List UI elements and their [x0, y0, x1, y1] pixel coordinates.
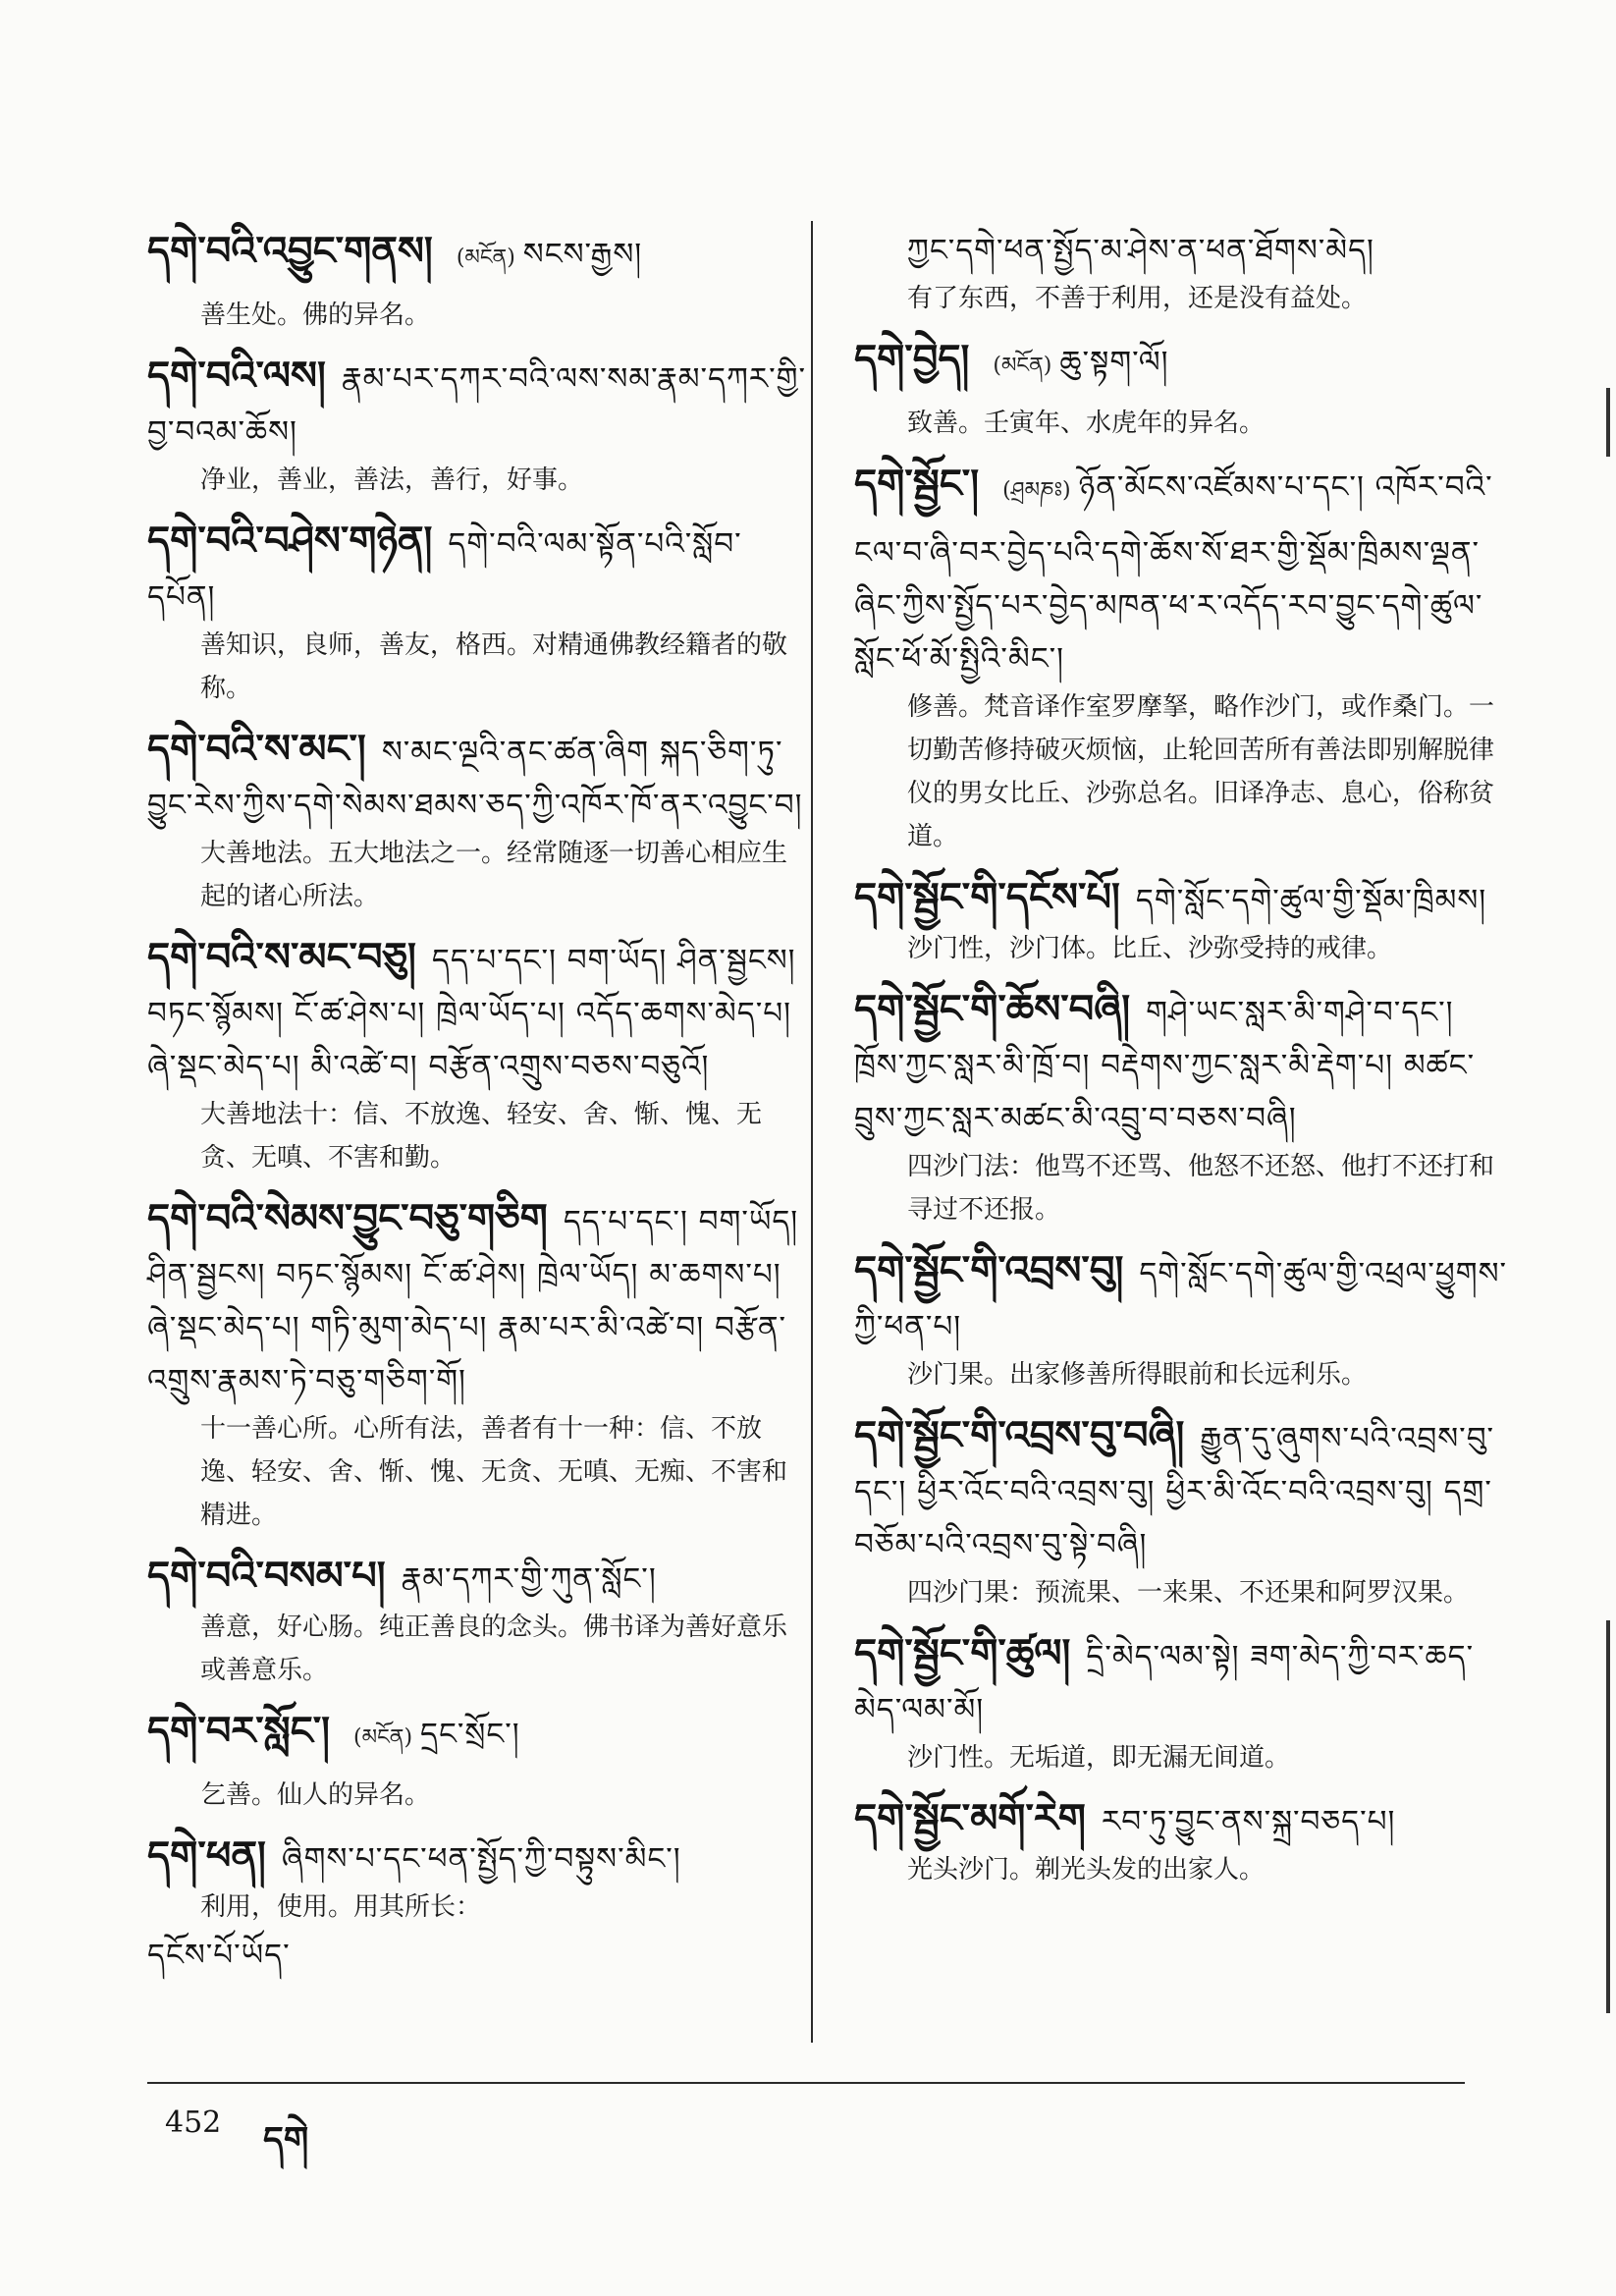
entry-tibetan-definition: རྣམ་དཀར་གྱི་ཀུན་སློང་། — [401, 1561, 657, 1597]
dictionary-entry — [147, 349, 807, 502]
dictionary-entry — [854, 1243, 1514, 1396]
entry-chinese-definition: 大善地法。五大地法之一。经常随逐一切善心相应生起的诸心所法。 — [200, 839, 788, 911]
entry-tibetan-definition: སངས་རྒྱས། — [522, 237, 643, 272]
dictionary-entry — [147, 1549, 807, 1692]
entry-source-tag: (མངོན) — [993, 354, 1052, 378]
entry-source-tag: (ཤྲམཎཿ) — [1002, 478, 1071, 503]
entry-tibetan-definition: དགེ་སློང་དགེ་ཚུལ་གྱི་འཕྲལ་ཕྱུགས་ཀྱི་ཕན་པ། — [854, 1256, 1508, 1344]
entry-headword: དགེ་སྦྱོང་གི་འབྲས་བུ་བཞི། — [854, 1413, 1185, 1458]
entry-chinese-definition: 十一善心所。心所有法，善者有十一种：信、不放逸、轻安、舍、惭、愧、无贪、无嗔、无痴、不害和精进。 — [200, 1414, 788, 1530]
dictionary-entry — [854, 332, 1514, 445]
entry-chinese-definition: 善知识，良师，善友，格西。对精通佛教经籍者的敬称。 — [200, 630, 788, 703]
entry-tibetan-definition: དད་པ་དང་། བག་ཡོད། ཤིན་སྦྱངས། བཏང་སྙོམས། ངོ་ཚ་ཤེས་པ། ཁྲེལ་ཡོད་པ། འདོད་ཆགས་མེད་པ། ཞེ་སྡང་མེད་པ། མི་འཚེ་བ། བརྩོན་འགྲུས་བཅས་བཅུའོ། — [147, 943, 796, 1084]
entry-tibetan-definition: ས་མང་ལྔའི་ནང་ཚན་ཞིག སྐད་ཅིག་ཏུ་བྱུང་རེས་ཀྱིས་དགེ་སེམས་ཐམས་ཅད་ཀྱི་འཁོར་ཁོ་ནར་འབྱུང་བ། — [147, 735, 803, 823]
dictionary-entry — [147, 1191, 807, 1537]
edge-mark — [1606, 1620, 1610, 2013]
entry-tibetan-definition: རྣམ་པར་དཀར་བའི་ལས་སམ་རྣམ་དཀར་གྱི་བྱ་བའམ་ཆོས། — [147, 361, 806, 450]
entry-chinese-definition: 四沙门果：预流果、一来果、不还果和阿罗汉果。 — [907, 1578, 1470, 1608]
entry-tibetan-definition: དད་པ་དང་། བག་ཡོད། ཤིན་སྦྱངས། བཏང་སྙོམས། ངོ་ཚ་ཤེས། ཁྲེལ་ཡོད། མ་ཆགས་པ། ཞེ་སྡང་མེད་པ། གཏི་མུག་མེད་པ། རྣམ་པར་མི་འཚེ་བ། བརྩོན་འགྲུས་རྣམས་ཏེ་བཅུ་གཅིག་གོ། — [147, 1204, 799, 1398]
entry-headword: དགེ་བར་སློང་། — [147, 1709, 331, 1754]
entry-headword: དགེ་བའི་འབྱུང་གནས། — [147, 229, 433, 274]
right-column — [854, 224, 1514, 1903]
dictionary-entry — [854, 457, 1514, 858]
entry-tibetan-definition: དྲང་སྲོང་། — [420, 1717, 520, 1752]
entry-headword: དགེ་སྦྱོང་གི་དངོས་པོ། — [854, 875, 1120, 920]
left-column — [147, 224, 807, 1994]
entry-headword: དགེ་བྱེད། — [854, 337, 970, 382]
entry-headword: དགེ་བའི་ལས། — [147, 354, 326, 399]
column-divider — [811, 221, 813, 2043]
entry-tibetan-definition: ཉོན་མོངས་འཛོམས་པ་དང་། འཁོར་བའི་ངལ་བ་ཞི་བར་བྱེད་པའི་དགེ་ཆོས་སོ་ཐར་གྱི་སྡོམ་ཁྲིམས་ལྡན་ཞིང་ཀྱིས་སྤྱོད་པར་བྱེད་མཁན་ཕ་ར་འདོད་རབ་བྱུང་དགེ་ཚུལ་སློང་ཕོ་མོ་སྤྱིའི་མིང་། — [854, 469, 1493, 677]
entry-tibetan-definition: གཤེ་ཡང་སླར་མི་གཤེ་བ་དང་། ཁྲོས་ཀྱང་སླར་མི་ཁྲོ་བ། བརྡེགས་ཀྱང་སླར་མི་རྡེག་པ། མཚང་བྲུས་ཀྱང་སླར་མཚང་མི་འབྲུ་བ་བཅས་བཞི། — [854, 995, 1476, 1136]
entry-chinese-definition: 四沙门法：他骂不还骂、他怒不还怒、他打不还打和寻过不还报。 — [907, 1152, 1495, 1225]
entry-chinese-definition: 善意，好心肠。纯正善良的念头。佛书译为善好意乐或善意乐。 — [200, 1613, 788, 1685]
dictionary-entry — [147, 1704, 807, 1817]
edge-mark — [1606, 388, 1610, 457]
footer-rule — [147, 2082, 1465, 2084]
entry-tibetan-definition: དྲི་མེད་ལམ་སྟེ། ཟག་མེད་ཀྱི་བར་ཆད་མེད་ལམ་མོ། — [854, 1639, 1475, 1727]
entry-chinese-definition: 沙门性，沙门体。比丘、沙弥受持的戒律。 — [907, 934, 1393, 963]
entry-chinese-definition: 净业，善业，善法，善行，好事。 — [200, 465, 584, 495]
entry-headword: དགེ་བའི་ས་མང་བཅུ། — [147, 935, 416, 980]
dictionary-entry — [854, 1791, 1514, 1891]
entry-headword: དགེ་སྦྱོང་གི་ཆོས་བཞི། — [854, 987, 1131, 1032]
dictionary-entry — [147, 930, 807, 1179]
entry-tibetan-definition: རབ་ཏུ་བྱུང་ནས་སྐྲ་བཅད་པ། — [1101, 1804, 1396, 1839]
entry-tibetan-definition: ཀྱང་དགེ་ཕན་སྤྱོད་མ་ཤེས་ན་ཕན་ཐོགས་མེད། — [907, 233, 1374, 268]
dictionary-entry — [147, 224, 807, 337]
entry-headword: དགེ་བའི་བསམ་པ། — [147, 1554, 386, 1599]
entry-headword: དགེ་སྦྱོང་གི་འབྲས་བུ། — [854, 1248, 1124, 1293]
entry-tibetan-definition: རྒྱུན་དུ་ཞུགས་པའི་འབྲས་བུ་དང་། ཕྱིར་འོང་བའི་འབྲས་བུ། ཕྱིར་མི་འོང་བའི་འབྲས་བུ། དགྲ་བཅོམ་པའི་འབྲས་བུ་སྟེ་བཞི། — [854, 1421, 1495, 1562]
entry-chinese-definition: 乞善。仙人的异名。 — [200, 1780, 431, 1810]
dictionary-entry — [854, 1408, 1514, 1614]
entry-headword: དགེ་སྦྱོང་གི་ཚུལ། — [854, 1631, 1071, 1676]
entry-chinese-definition: 沙门果。出家修善所得眼前和长远利乐。 — [907, 1360, 1368, 1390]
dictionary-entry — [147, 1829, 807, 1982]
dictionary-entry — [147, 722, 807, 918]
entry-chinese-definition: 沙门性。无垢道，即无漏无间道。 — [907, 1743, 1291, 1773]
page-number: 452 — [165, 2105, 222, 2140]
entry-chinese-definition: 光头沙门。剃光头发的出家人。 — [907, 1855, 1266, 1885]
entry-source-tag: (མངོན) — [353, 1725, 413, 1750]
entry-headword: དགེ་བའི་ས་མང་། — [147, 727, 366, 772]
entry-headword: དགེ་སྦྱོང་། — [854, 462, 980, 507]
entry-headword: དགེ་ཕན། — [147, 1833, 266, 1879]
entry-chinese-definition: 大善地法十：信、不放逸、轻安、舍、惭、愧、无贪、无嗔、不害和勤。 — [200, 1100, 763, 1173]
entry-chinese-definition: 致善。壬寅年、水虎年的异名。 — [907, 409, 1266, 438]
dictionary-entry — [854, 982, 1514, 1231]
entry-chinese-definition: 有了东西，不善于利用，还是没有益处。 — [907, 284, 1368, 313]
entry-chinese-definition: 利用，使用。用其所长： — [200, 1892, 482, 1922]
entry-chinese-definition: 善生处。佛的异名。 — [200, 301, 431, 330]
entry-source-tag: (མངོན) — [456, 246, 515, 270]
entry-tibetan-definition: ཆུ་སྟག་ལོ། — [1059, 345, 1169, 380]
entry-headword: དགེ་བའི་སེམས་བྱུང་བཅུ་གཅིག — [147, 1196, 548, 1241]
dictionary-entry — [147, 514, 807, 710]
dictionary-entry-continued — [854, 224, 1514, 320]
dictionary-entry — [854, 1626, 1514, 1779]
entry-tibetan-definition: དགེ་སློང་དགེ་ཚུལ་གྱི་སྡོམ་ཁྲིམས། — [1135, 883, 1487, 918]
entry-tibetan-tail: དངོས་པོ་ཡོད་ — [147, 1938, 291, 1973]
entry-headword: དགེ་བའི་བཤེས་གཉེན། — [147, 519, 433, 564]
entry-headword: དགེ་སྦྱོང་མགོ་རེག — [854, 1796, 1086, 1841]
running-head: དགེ — [263, 2120, 309, 2160]
dictionary-entry — [854, 870, 1514, 970]
entry-tibetan-definition: དགེ་བའི་ལམ་སྟོན་པའི་སློབ་དཔོན། — [147, 526, 742, 615]
entry-tibetan-definition: ཞིགས་པ་དང་ཕན་སྤྱོད་ཀྱི་བསྟུས་མིང་། — [281, 1841, 681, 1877]
entry-chinese-definition: 修善。梵音译作室罗摩拏，略作沙门，或作桑门。一切勤苦修持破灭烦恼，止轮回苦所有善法即别解脱律仪的男女比丘、沙弥总名。旧译净志、息心，俗称贫道。 — [907, 692, 1495, 851]
